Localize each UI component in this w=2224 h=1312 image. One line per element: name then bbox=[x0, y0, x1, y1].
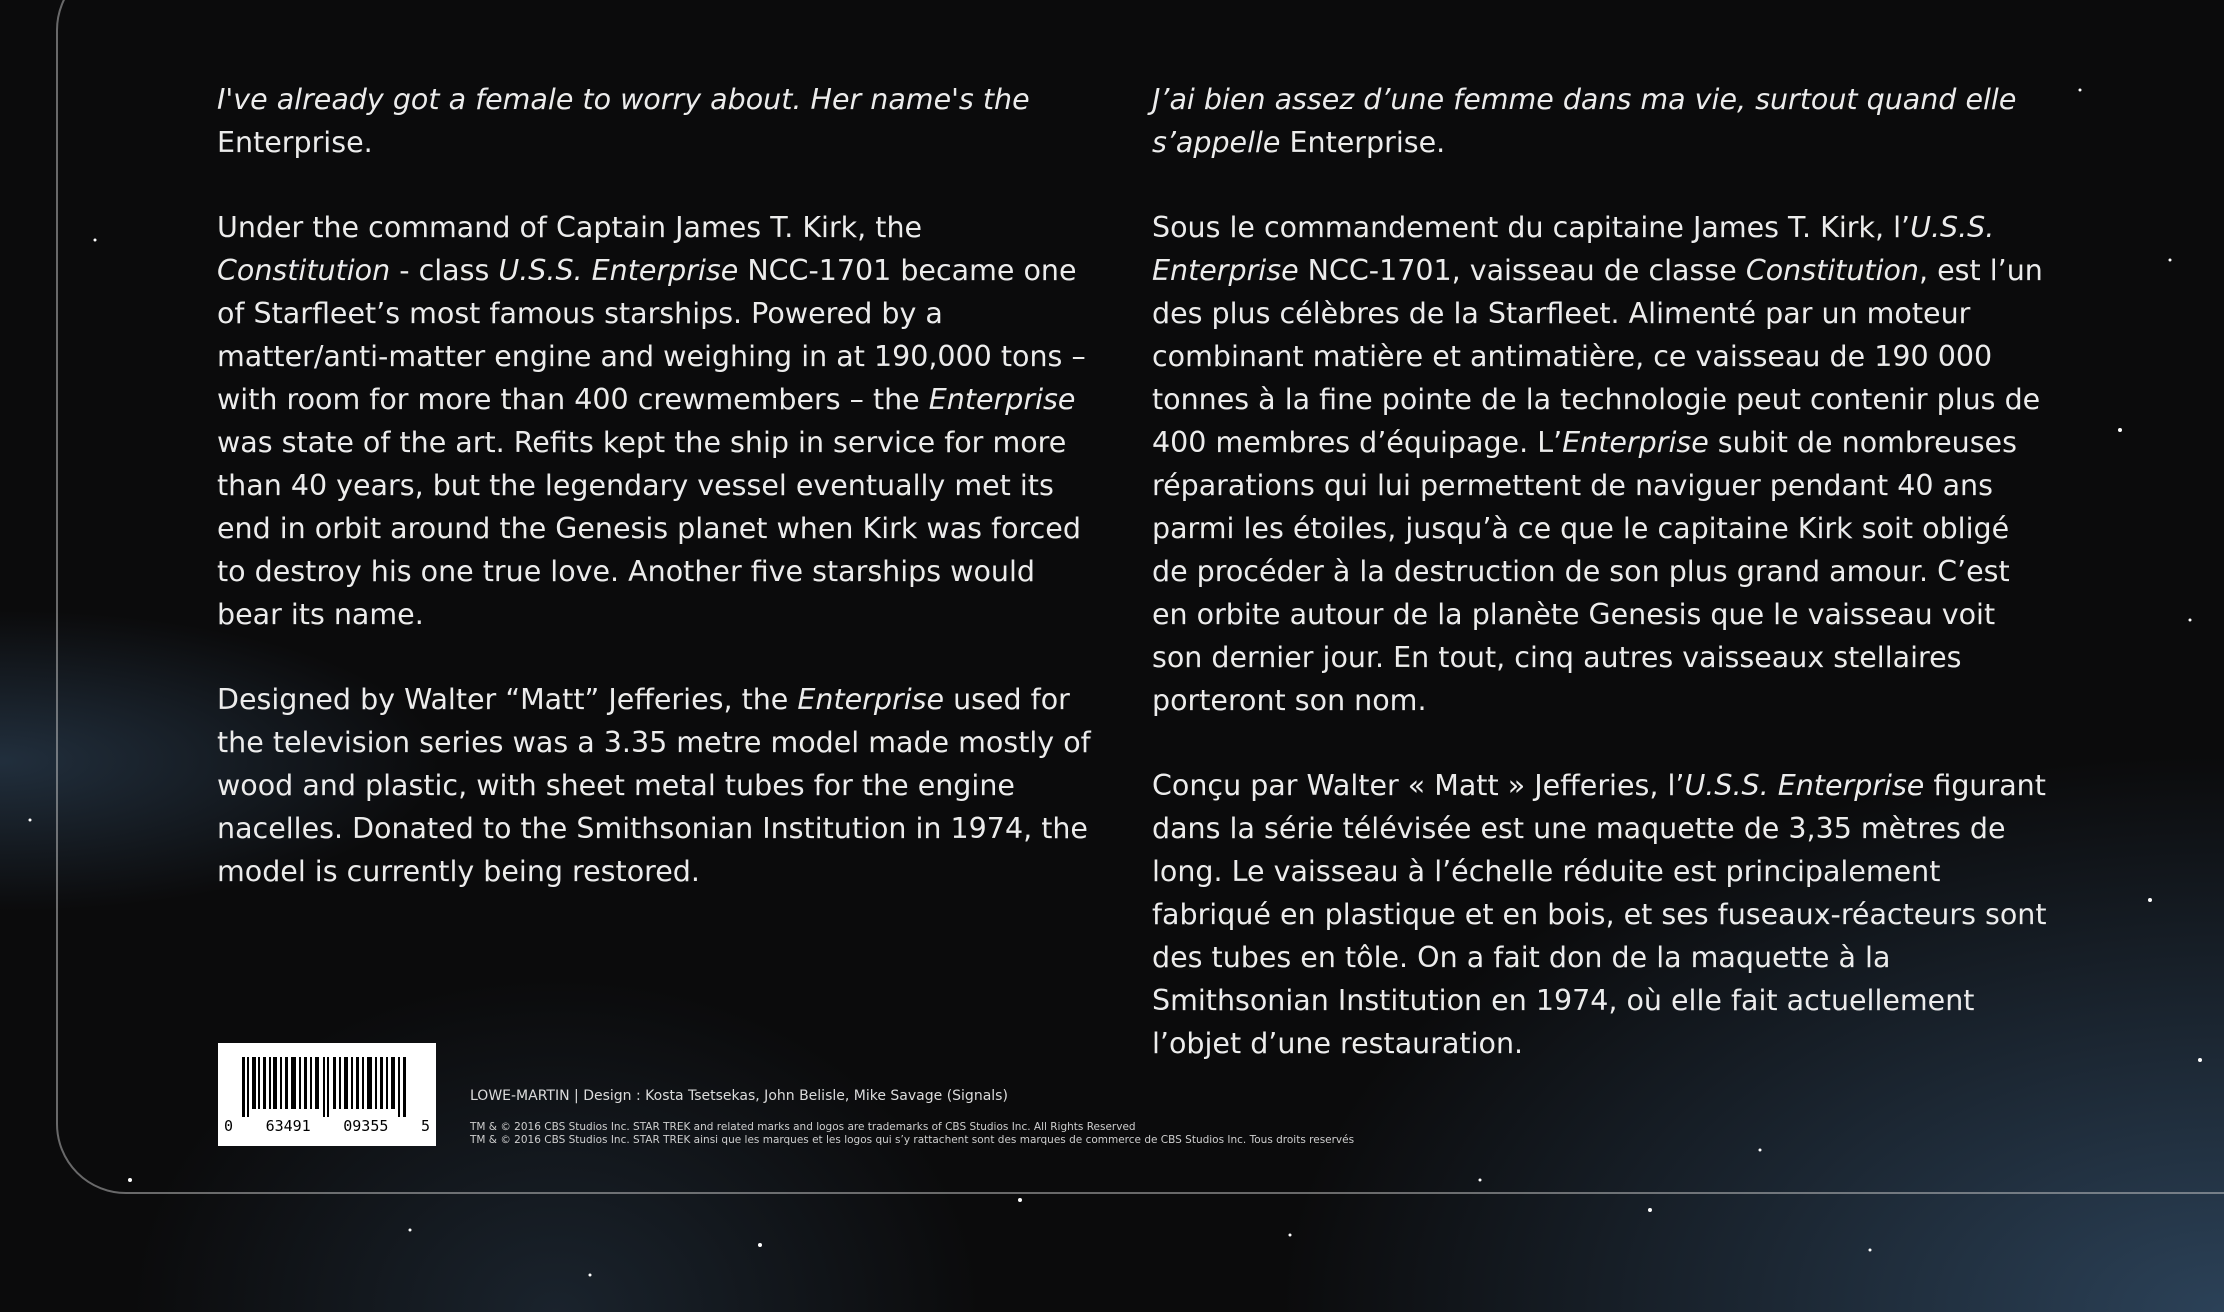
legal-notice bbox=[470, 1121, 1354, 1147]
english-paragraph-history bbox=[217, 206, 1097, 636]
legal-notice-en: TM & © 2016 CBS Studios Inc. STAR TREK and related marks and logos are trademarks of CBS Studios Inc. All Rights Reserved bbox=[470, 1121, 1136, 1133]
french-paragraph-model bbox=[1152, 764, 2052, 1065]
upc-barcode bbox=[218, 1043, 436, 1146]
french-quote bbox=[1152, 78, 2052, 164]
text-run: - class bbox=[390, 254, 499, 287]
english-quote-ship: Enterprise. bbox=[217, 126, 373, 159]
english-quote bbox=[217, 78, 1097, 164]
text-run: was state of the art. Refits kept the ship in service for more than 40 years, but the legendary vessel eventually met its end in orbit around the Genesis planet when Kirk was forced to destroy his one true love. Another five starships would bear its name. bbox=[217, 426, 1081, 631]
text-run-italic: Enterprise bbox=[1562, 426, 1709, 459]
text-run-italic: U.S.S. Enterprise bbox=[1152, 211, 1995, 287]
french-quote-ship: Enterprise. bbox=[1280, 126, 1446, 159]
text-run: NCC-1701, vaisseau de classe bbox=[1298, 254, 1746, 287]
text-run-italic: Enterprise bbox=[928, 383, 1076, 416]
text-run: Conçu par Walter « Matt » Jefferies, l’ bbox=[1152, 769, 1685, 802]
french-quote-text: J’ai bien assez d’une femme dans ma vie, surtout quand elle s’appelle bbox=[1152, 83, 2017, 159]
barcode-digit-last: 5 bbox=[420, 1117, 430, 1135]
barcode-bars bbox=[242, 1057, 412, 1117]
french-column bbox=[1152, 78, 2052, 1107]
legal-notice-fr: TM & © 2016 CBS Studios Inc. STAR TREK ainsi que les marques et les logos qui s’y rattachent sont des marques de commerce de CBS Studios Inc. Tous droits reservés bbox=[470, 1134, 1355, 1146]
text-run: NCC-1701 became one of Starfleet’s most famous starships. Powered by a matter/anti-matter engine and weighing in at 190,000 tons – with room for more than 400 crewmembers – the bbox=[217, 254, 1086, 416]
text-run-italic: Constitution bbox=[1745, 254, 1919, 287]
barcode-digits-left: 63491 bbox=[265, 1117, 311, 1135]
text-run: figurant dans la série télévisée est une maquette de 3,35 mètres de long. Le vaisseau à l’échelle réduite est principalement fabriqué en plastique et en bois, et ses fuseaux-réacteurs sont des tubes en tôle. On a fait don de la maquette à la Smithsonian Institution en 1974, où elle fait actuellement l’objet d’une restauration. bbox=[1152, 769, 2047, 1060]
barcode-digits-right: 09355 bbox=[343, 1117, 389, 1135]
text-run: used for the television series was a 3.35 metre model made mostly of wood and plastic, with sheet metal tubes for the engine nacelles. Donated to the Smithsonian Institution in 1974, the model is currently being restored. bbox=[217, 683, 1091, 888]
english-column bbox=[217, 78, 1097, 935]
text-run: Under the command of Captain James T. Kirk, the bbox=[217, 211, 923, 244]
text-run-italic: U.S.S. Enterprise bbox=[498, 254, 739, 287]
text-run-italic: Enterprise bbox=[797, 683, 945, 716]
barcode-digits bbox=[224, 1117, 430, 1135]
text-run-italic: U.S.S. Enterprise bbox=[1684, 769, 1925, 802]
barcode-digit-first: 0 bbox=[224, 1117, 234, 1135]
text-run: Sous le commandement du capitaine James T. Kirk, l’ bbox=[1152, 211, 1911, 244]
text-run: subit de nombreuses réparations qui lui permettent de naviguer pendant 40 ans parmi les étoiles, jusqu’à ce que le capitaine Kirk soit obligé de procéder à la destruction de son plus grand amour. C’est en orbite autour de la planète Genesis que le vaisseau voit son dernier jour. En tout, cinq autres vaisseaux stellaires porteront son nom. bbox=[1152, 426, 2017, 717]
french-paragraph-history bbox=[1152, 206, 2052, 722]
text-run: , est l’un des plus célèbres de la Starfleet. Alimenté par un moteur combinant matière et antimatière, ce vaisseau de 190 000 tonnes à la fine pointe de la technologie peut contenir plus de 400 membres d’équipage. L’ bbox=[1152, 254, 2043, 459]
text-run: Designed by Walter “Matt” Jefferies, the bbox=[217, 683, 798, 716]
design-credits: LOWE-MARTIN | Design : Kosta Tsetsekas, John Belisle, Mike Savage (Signals) bbox=[470, 1088, 1008, 1104]
english-paragraph-model bbox=[217, 678, 1097, 893]
english-quote-text: I've already got a female to worry about. Her name's the bbox=[217, 83, 1030, 116]
text-run-italic: Constitution bbox=[217, 254, 391, 287]
